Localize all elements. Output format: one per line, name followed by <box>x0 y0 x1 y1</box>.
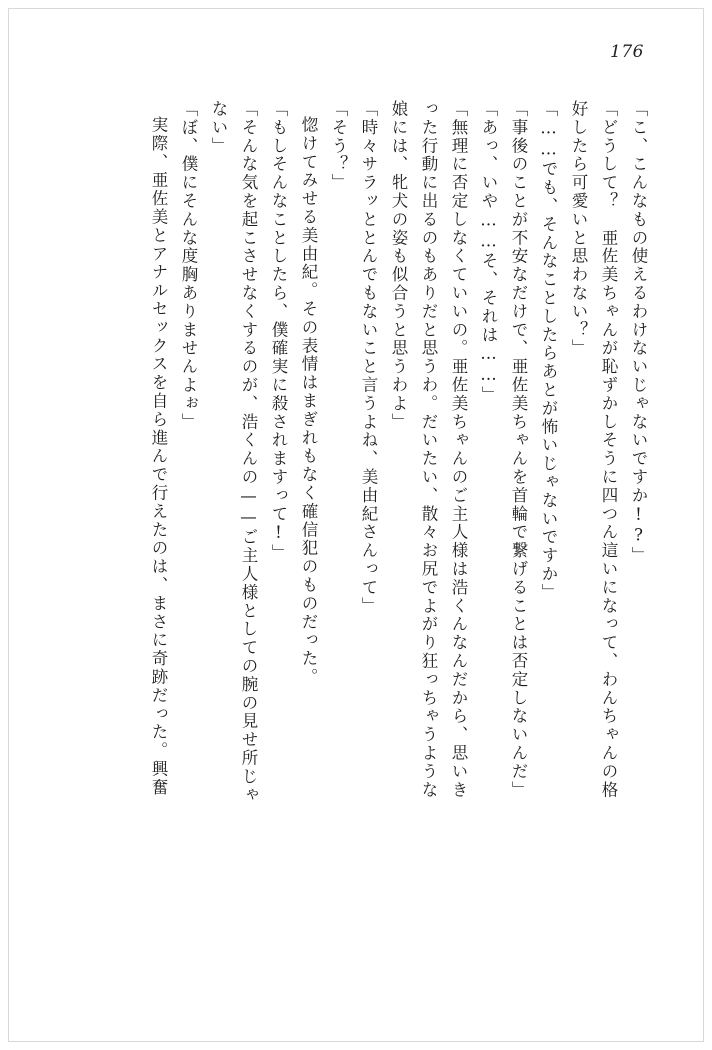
body-text-block <box>66 100 646 990</box>
text-line: った行動に出るのもありだと思うわ。だいたい、散々お尻でよがり狂っちゃうような <box>419 100 438 800</box>
text-line: 娘には、牝犬の姿も似合うと思うわよ」 <box>389 100 408 432</box>
text-line: 「そう？」 <box>329 100 348 192</box>
text-line: 「事後のことが不安なだけで、亜佐美ちゃんを首輪で繋げることは否定しないんだ」 <box>509 100 528 800</box>
text-line: 「ぼ、僕にそんな度胸ありませんよぉ」 <box>179 100 198 432</box>
text-line: 「……でも、そんなことしたらあとが怖いじゃないですか」 <box>539 100 558 602</box>
text-line: ない」 <box>209 100 228 156</box>
text-line: 「無理に否定しなくていいの。亜佐美ちゃんのご主人様は浩くんなんだから、思いき <box>449 100 468 800</box>
text-line: 好したら可愛いと思わない？」 <box>569 100 588 358</box>
text-line: 惚けてみせる美由紀。その表情はまぎれもなく確信犯のものだった。 <box>299 116 318 687</box>
text-line: 「そんな気を起こさせなくするのが、浩くんの——ご主人様としての腕の見せ所じゃ <box>239 100 258 805</box>
text-line: 「時々サラッととんでもないこと言うよね、美由紀さんって」 <box>359 100 378 616</box>
text-line: 実際、亜佐美とアナルセックスを自ら進んで行えたのは、まさに奇跡だった。興奮 <box>149 116 168 797</box>
text-line: 「あっ、いや……そ、それは……」 <box>479 100 498 405</box>
text-line: 「もしそんなことしたら、僕確実に殺されますって!」 <box>269 100 288 563</box>
text-line: 「こ、こんなもの使えるわけないじゃないですか!?」 <box>629 100 648 565</box>
text-line: 「どうして？ 亜佐美ちゃんが恥ずかしそうに四つん這いになって、わんちゃんの格 <box>599 100 618 800</box>
page-number: 176 <box>610 42 644 62</box>
